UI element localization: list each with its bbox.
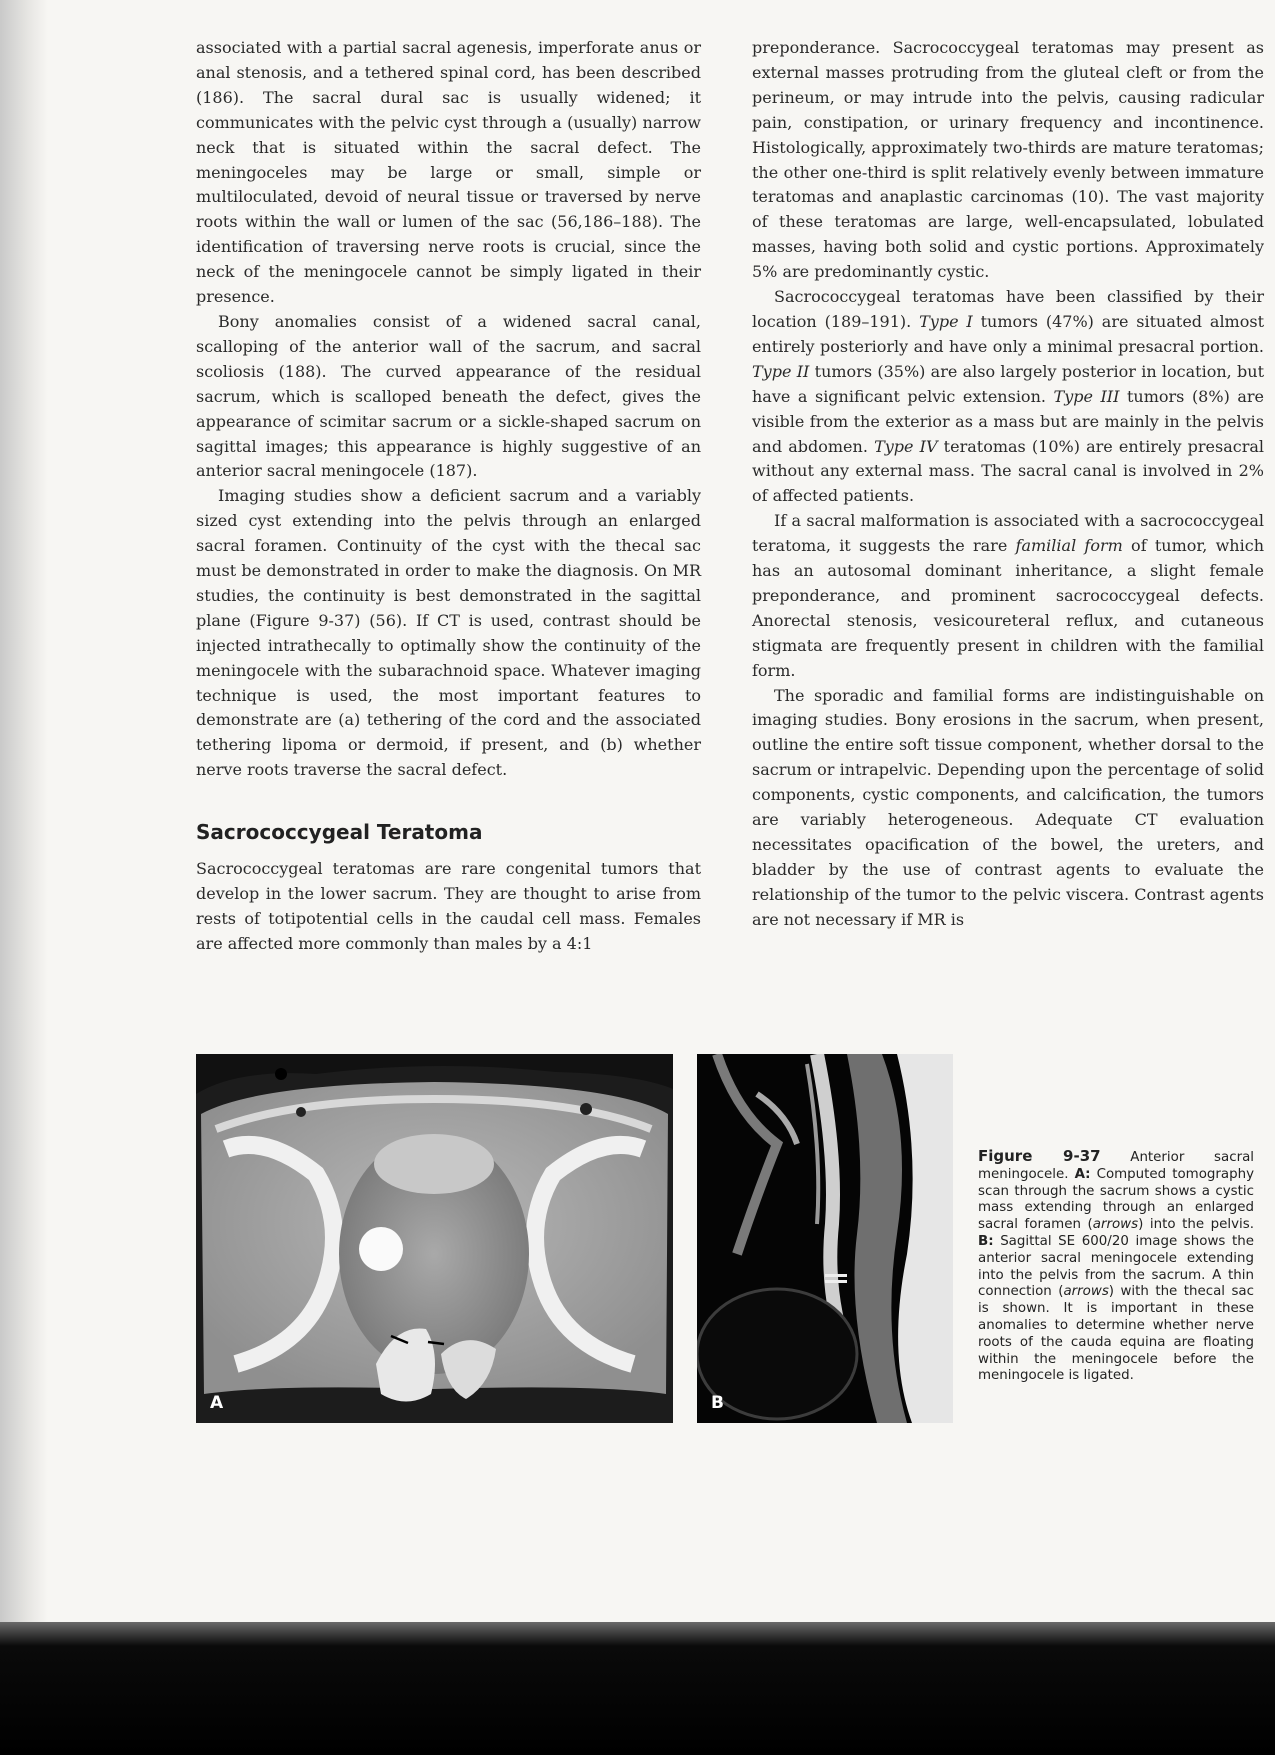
scan-bottom-edge <box>0 1622 1275 1755</box>
mr-scan-graphic <box>697 1054 953 1423</box>
page-gutter-shadow <box>0 0 48 1755</box>
paragraph: Sacrococcygeal teratomas are rare congenital tumors that develop in the lower sacrum. They are thought to arise from rests of totipotential cells in the caudal cell mass. Females are affected more commonly than males by a 4:1 <box>196 859 701 953</box>
text-run: Type I <box>919 311 973 331</box>
section-heading: Sacrococcygeal Teratoma <box>196 820 483 845</box>
text-run: familial form <box>1015 536 1123 556</box>
paragraph: The sporadic and familial forms are indistinguishable on imaging studies. Bony erosions in the sacrum, when present, outline the entire soft tissue component, whether dorsal to the sacrum or intrapelvic. Depending upon the percentage of solid components, cystic components, and calcification, the tumors are variably heterogeneous. Adequate CT evaluation necessitates opacification of the bowel, the ureters, and bladder by the use of contrast agents to evaluate the relationship of the tumor to the pelvic viscera. Contrast agents are not necessary if MR is <box>752 685 1264 929</box>
text-run: of tumor, which has an autosomal dominant inheritance, a slight female preponderance, and prominent sacrococcygeal defects. Anorectal stenosis, vesicoureteral reflux, and cutaneous stigmata are frequently present in children with the familial form. <box>752 536 1264 680</box>
text-run: Type III <box>1053 386 1120 406</box>
ct-scan-graphic <box>196 1054 673 1423</box>
figure-label-a: A <box>210 1393 224 1413</box>
text-run: Type IV <box>874 436 938 456</box>
paragraph-tumor-types <box>752 285 1264 509</box>
figure-a-ct-image <box>196 1054 673 1423</box>
text-run: Type II <box>752 361 810 381</box>
text-run: tumors (8%) are visible from the exterior as a mass but are mainly in the pelvis and abdomen. <box>752 386 1265 456</box>
paragraph: Bony anomalies consist of a widened sacral canal, scalloping of the anterior wall of the sacrum, and sacral scoliosis (188). The curved appearance of the residual sacrum, which is scalloped beneath the defect, gives the appearance of scimitar sacrum or a sickle-shaped sacrum on sagittal images; this appearance is highly suggestive of an anterior sacral meningocele (187). <box>196 311 701 481</box>
paragraph: associated with a partial sacral agenesis, imperforate anus or anal stenosis, and a tethered spinal cord, has been described (186). The sacral dural sac is usually widened; it communicates with the pelvic cyst through a (usually) narrow neck that is situated within the sacral defect. The meningoceles may be large or small, simple or multiloculated, devoid of neural tissue or traversed by nerve roots within the wall or lumen of the sac (56,186–188). The identification of traversing nerve roots is crucial, since the neck of the meningocele cannot be simply ligated in their presence. <box>196 38 701 307</box>
caption-text: arrows <box>1092 1217 1139 1233</box>
caption-title: Anterior sacral meningocele. <box>978 1150 1255 1182</box>
right-text-column <box>752 36 1264 933</box>
paragraph: Imaging studies show a deficient sacrum and a variably sized cyst extending into the pelvis through an enlarged sacral foramen. Continuity of the cyst with the thecal sac must be demonstrated in order to make the diagnosis. On MR studies, the continuity is best demonstrated in the sagittal plane (Figure 9-37) (56). If CT is used, contrast should be injected intrathecally to optimally show the continuity of the meningocele with the subarachnoid space. Whatever imaging technique is used, the most important features to demonstrate are (a) tethering of the cord and the associated tethering lipoma or dermoid, if present, and (b) whether nerve roots traverse the sacral defect. <box>196 486 701 780</box>
caption-label-b: B: <box>978 1233 994 1249</box>
left-text-column <box>196 36 701 957</box>
figure-b-mr-image <box>697 1054 953 1423</box>
caption-text: ) into the pelvis. <box>1138 1217 1254 1233</box>
text-run: If a sacral malformation is associated with a sacrococcygeal teratoma, it suggests the rare <box>752 511 1264 556</box>
caption-text: ) with the thecal sac is shown. It is important in these anomalies to determine whether nerve roots of the cauda equina are floating within the meningocele before the meningocele is ligated. <box>978 1284 1254 1384</box>
paragraph: preponderance. Sacrococcygeal teratomas may present as external masses protruding from the gluteal cleft or from the perineum, or may intrude into the pelvis, causing radicular pain, constipation, or urinary frequency and incontinence. Histologically, approximately two-thirds are mature teratomas; the other one-third is split relatively evenly between immature teratomas and anaplastic carcinomas (10). The vast majority of these teratomas are large, well-encapsulated, lobulated masses, having both solid and cystic portions. Approximately 5% are predominantly cystic. <box>752 38 1264 282</box>
figure-caption <box>978 1148 1254 1385</box>
text-run: tumors (47%) are situated almost entirely posteriorly and have only a minimal presacral portion. <box>752 311 1265 356</box>
text-run: Sacrococcygeal teratomas have been classified by their location (189–191). <box>752 287 1264 331</box>
figure-number: Figure 9-37 <box>978 1147 1101 1165</box>
figure-label-b: B <box>711 1393 724 1413</box>
caption-text: Computed tomography scan through the sacrum shows a cystic mass extending through an enlarged sacral foramen ( <box>978 1166 1255 1233</box>
caption-text: arrows <box>1063 1284 1109 1300</box>
caption-label-a: A: <box>1074 1166 1091 1182</box>
text-run: tumors (35%) are also largely posterior in location, but have a significant pelvic extension. <box>752 361 1264 406</box>
caption-text: Sagittal SE 600/20 image shows the anterior sacral meningocele extending into the pelvis from the sacrum. A thin connection ( <box>978 1233 1254 1300</box>
text-run: teratomas (10%) are entirely presacral without any external mass. The sacral canal is involved in 2% of affected patients. <box>752 436 1265 506</box>
paragraph-familial <box>752 509 1264 683</box>
